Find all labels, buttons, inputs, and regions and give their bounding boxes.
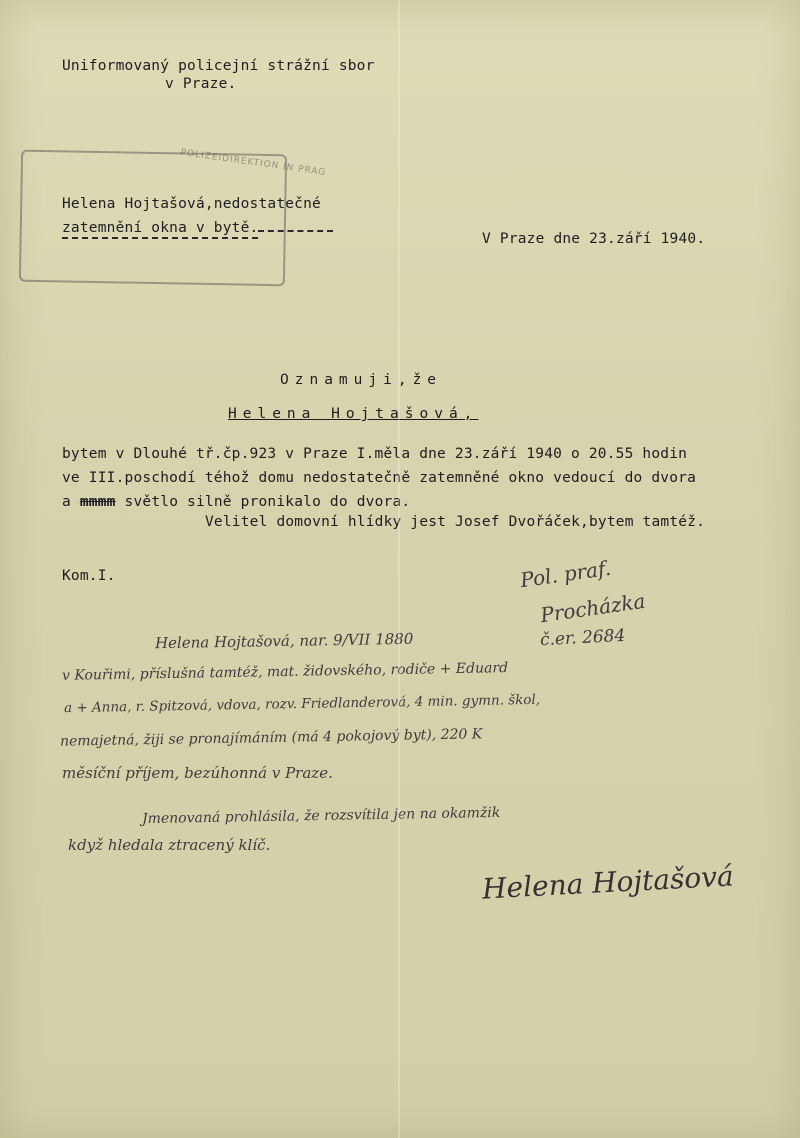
subject-line-2: zatemnění okna v bytě.	[62, 220, 258, 239]
handwritten-line-6: Jmenovaná prohlásila, že rozsvítila jen na okamžik	[141, 804, 501, 828]
subject-line-2-wrap	[62, 220, 333, 236]
announce-heading: Oznamuji,že	[280, 372, 443, 388]
handwritten-note-2: Procházka	[538, 588, 647, 628]
stamp-text: POLIZEIDIREKTION IN PRAG	[180, 147, 327, 179]
struck-text: mmmm	[79, 494, 116, 510]
body-line-3	[62, 494, 410, 510]
handwritten-note-1: Pol. praf.	[518, 555, 613, 593]
name-heading-wrap	[228, 406, 478, 422]
date-line: V Praze dne 23.září 1940.	[482, 231, 706, 247]
subject-line-1: Helena Hojtašová,nedostatečné	[62, 196, 321, 212]
body-line-1: bytem v Dlouhé tř.čp.923 v Praze I.měla dne 23.září 1940 o 20.55 hodin	[62, 446, 688, 462]
body-line-3-a: a	[62, 494, 71, 510]
handwritten-line-5: měsíční příjem, bezúhonná v Praze.	[62, 764, 333, 782]
name-heading: Helena Hojtašová,	[228, 406, 479, 422]
agency-name: Uniformovaný policejní strážní sbor	[62, 58, 375, 74]
body-line-2: ve III.poschodí téhož domu nedostatečně zatemněné okno vedoucí do dvora	[62, 470, 697, 486]
body-line-4: Velitel domovní hlídky jest Josef Dvořáček,bytem tamtéž.	[205, 514, 706, 530]
agency-city: v Praze.	[165, 76, 237, 92]
signature: Helena Hojtašová	[481, 859, 735, 906]
handwritten-line-3: a + Anna, r. Spitzová, vdova, rozv. Friedlanderová, 4 min. gymn. škol,	[63, 691, 541, 717]
subject-dash-fill	[258, 229, 333, 232]
body-line-3-b: světlo silně pronikalo do dvora.	[124, 494, 411, 510]
handwritten-line-1: Helena Hojtašová, nar. 9/VII 1880	[154, 629, 414, 653]
handwritten-note-3: č.er. 2684	[539, 625, 626, 651]
stamp	[19, 150, 287, 287]
handwritten-line-7: když hledala ztracený klíč.	[68, 836, 271, 854]
handwritten-line-4: nemajetná, žiji se pronajímáním (má 4 pokojový byt), 220 K	[59, 726, 483, 750]
handwritten-line-2: v Kouřimi, příslušná tamtéž, mat. židovského, rodiče + Eduard	[61, 660, 509, 684]
kom-label: Kom.I.	[62, 568, 116, 584]
